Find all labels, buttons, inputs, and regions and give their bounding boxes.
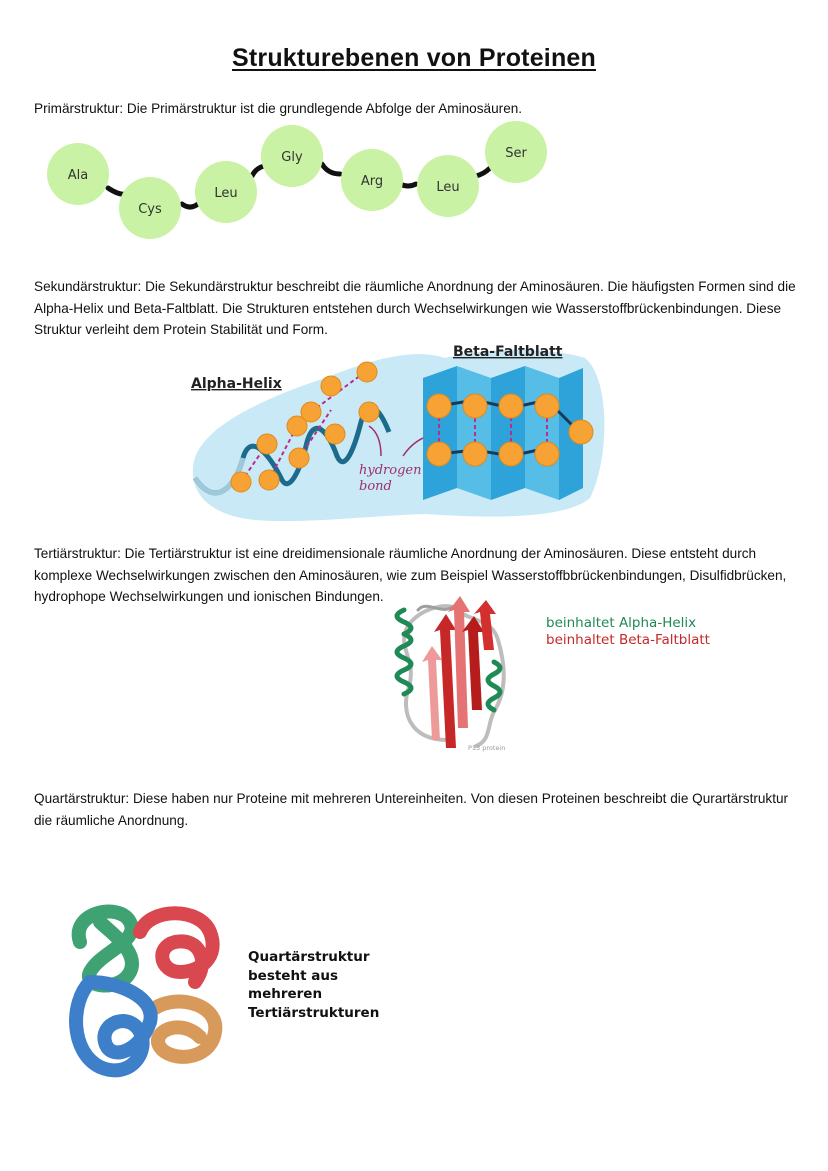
beta-strands: [422, 596, 496, 748]
amino-acid-label: Ser: [505, 146, 527, 161]
subunit-blue: [76, 982, 151, 1070]
hydrogen-bond-label: hydrogen: [359, 463, 422, 478]
caption-line-1: Quartärstruktur: [248, 949, 370, 965]
amino-acid-label: Arg: [360, 174, 384, 189]
secondary-structure-text: Sekundärstruktur: Die Sekundärstruktur beschreibt die räumliche Anordnung der Aminosäuren. Die häufigsten Formen sind die Alpha-Helix und Beta-Faltblatt. Die Strukturen entstehen durch Wechselwirkungen wie Wasserstoffbrückenbindungen. Diese Struktur verleiht dem Protein Stabilität und Form.: [34, 279, 796, 337]
alpha-helix-label: Alpha-Helix: [191, 376, 282, 392]
caption-line-4: Tertiärstrukturen: [248, 1004, 380, 1021]
note-beta-sheet: beinhaltet Beta-Faltblatt: [546, 632, 710, 648]
primary-structure-text: Primärstruktur: Die Primärstruktur ist die grundlegende Abfolge der Aminosäuren.: [34, 101, 523, 116]
amino-acid-label: Ala: [67, 168, 89, 183]
quaternary-structure-text: Quartärstruktur: Diese haben nur Proteine mit mehreren Untereinheiten. Von diesen Proteinen beschreibt die Qurartärstruktur die räumliche Anordnung.: [34, 791, 789, 828]
note-alpha-helix: beinhaltet Alpha-Helix: [546, 615, 697, 631]
amino-acid-chain: [40, 118, 570, 246]
amino-acid-label: Leu: [214, 186, 238, 201]
beta-sheet: [423, 366, 583, 500]
secondary-structure-figure: [185, 338, 615, 528]
caption-line-2: besteht aus: [248, 967, 338, 984]
subunit-green: [79, 912, 132, 986]
beta-sheet-label: Beta-Faltblatt: [453, 344, 563, 360]
peptide-bond: [476, 168, 490, 176]
tertiary-structure-text: Tertiärstruktur: Die Tertiärstruktur ist eine dreidimensionale räumliche Anordnung der Aminosäuren. Diese entsteht durch komplexe Wechselwirkungen zwischen den Aminosäuren, wie zum Beispiel Wasserstoffbbrückenbindungen, Disulfidbrücken, hydrophope Wechselwirkungen und ionischen Bindungen.: [34, 546, 787, 604]
figure-caption: P13 protein: [468, 744, 506, 752]
peptide-bond: [322, 164, 340, 174]
peptide-bond: [252, 166, 264, 176]
subunit-red: [140, 913, 213, 982]
amino-acid-label: Cys: [138, 202, 162, 217]
peptide-bond: [182, 204, 198, 207]
page-title: Strukturebenen von Proteinen: [232, 44, 596, 72]
tertiary-structure-figure: [388, 590, 518, 755]
quaternary-caption: [248, 948, 379, 1022]
amino-acid-label: Leu: [436, 180, 460, 195]
hydrogen-bond-label-2: bond: [359, 479, 392, 494]
quaternary-structure-figure: [60, 902, 228, 1082]
subunit-orange: [150, 1002, 215, 1057]
amino-acid-label: Gly: [281, 150, 303, 165]
caption-line-3: mehreren: [248, 986, 323, 1002]
